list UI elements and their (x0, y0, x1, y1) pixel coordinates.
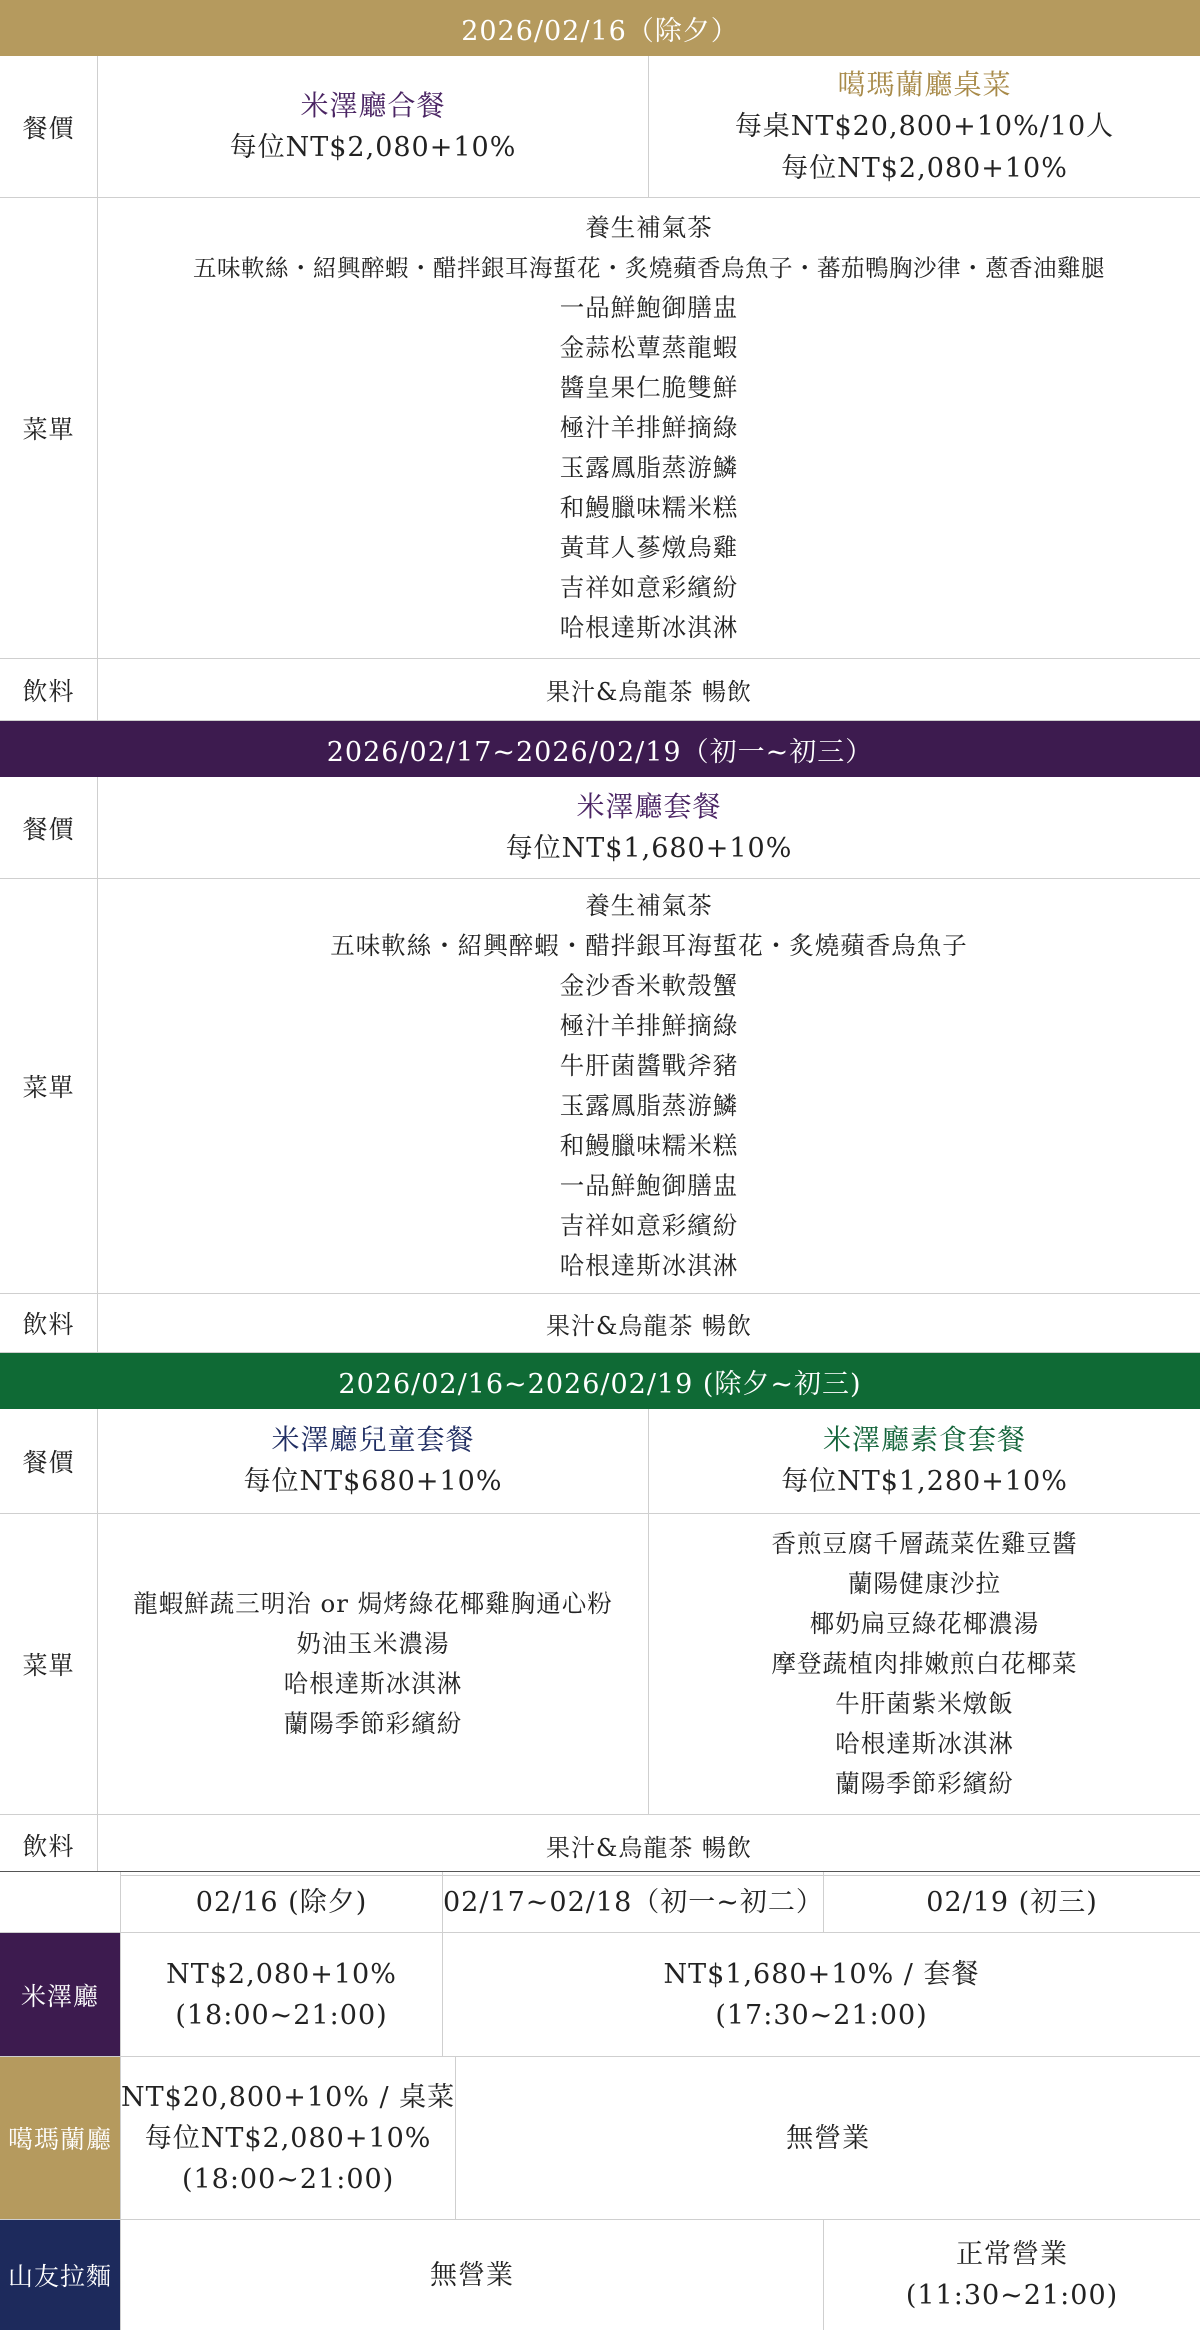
summary-col-0217-0218: 02/17~02/18（初一~初二） (442, 1872, 823, 1932)
summary-hours: (18:00~21:00) (181, 2163, 395, 2195)
summary-status: 正常營業 (956, 2239, 1068, 2270)
menu-item: 蘭陽季節彩繽紛 (835, 1769, 1014, 1798)
option-price: 每位NT$680+10% (243, 1466, 503, 1497)
menu-item: 椰奶扁豆綠花椰濃湯 (809, 1609, 1040, 1638)
menu-item: 哈根達斯冰淇淋 (283, 1669, 463, 1698)
option-title: 米澤廳素食套餐 (822, 1423, 1026, 1456)
price-label: 餐價 (0, 56, 98, 197)
option-price: 每位NT$1,680+10% (505, 832, 793, 864)
summary-status: 無營業 (786, 2122, 871, 2154)
menu-item: 黃茸人蔘燉烏雞 (559, 533, 739, 562)
section3-price-row (0, 1409, 1200, 1514)
summary-header-row (0, 1872, 1200, 1933)
summary-col-0216: 02/16 (除夕) (120, 1872, 442, 1932)
summary-status: 無營業 (430, 2259, 514, 2291)
price-label: 餐價 (0, 777, 98, 878)
section2-menu-row (0, 879, 1200, 1294)
section2-price-row (0, 777, 1200, 879)
option-price: 每桌NT$20,800+10%/10人 (734, 110, 1115, 142)
section3-menu-a (98, 1514, 648, 1814)
summary-cell (120, 2220, 823, 2330)
summary-col-0219: 02/19 (初三) (823, 1872, 1200, 1932)
section2-date: 2026/02/17~2026/02/19（初一~初三） (326, 736, 874, 768)
restaurant-name: 山友拉麵 (0, 2220, 120, 2330)
menu-item: 哈根達斯冰淇淋 (559, 1251, 739, 1280)
drink-value: 果汁&烏龍茶 暢飲 (546, 1311, 752, 1340)
summary-row-mizawa (0, 1933, 1200, 2057)
menu-item: 一品鮮鮑御膳盅 (559, 293, 739, 322)
summary-row-kavalan (0, 2057, 1200, 2220)
menu-item: 金沙香米軟殼蟹 (559, 971, 739, 1000)
menu-item: 蘭陽季節彩繽紛 (283, 1709, 463, 1738)
section3-option-a (98, 1409, 648, 1513)
section1-menu (98, 198, 1200, 658)
summary-price-per-person: 每位NT$2,080+10% (144, 2122, 432, 2154)
summary-cell (455, 2057, 1200, 2219)
drink-label: 飲料 (0, 1294, 98, 1352)
section3-drink-row (0, 1815, 1200, 1876)
menu-item: 和鰻臘味糯米糕 (559, 493, 739, 522)
section1-header (0, 0, 1200, 56)
menu-item: 龍蝦鮮蔬三明治 or 焗烤綠花椰雞胸通心粉 (133, 1589, 613, 1618)
summary-corner (0, 1872, 120, 1932)
section3-header (0, 1353, 1200, 1409)
menu-item: 牛肝菌紫米燉飯 (835, 1689, 1014, 1718)
menu-item: 吉祥如意彩繽紛 (559, 573, 739, 602)
menu-item: 五味軟絲・紹興醉蝦・醋拌銀耳海蜇花・炙燒蘋香烏魚子・蕃茄鴨胸沙律・蔥香油雞腿 (193, 254, 1105, 282)
restaurant-name: 米澤廳 (0, 1933, 120, 2056)
summary-cell (120, 2057, 455, 2219)
menu-item: 香煎豆腐千層蔬菜佐雞豆醬 (771, 1529, 1078, 1558)
menu-item: 蘭陽健康沙拉 (848, 1569, 1001, 1598)
summary-price: NT$1,680+10% / 套餐 (663, 1958, 980, 1990)
drink-label: 飲料 (0, 1815, 98, 1875)
menu-item: 一品鮮鮑御膳盅 (559, 1171, 739, 1200)
menu-item: 奶油玉米濃湯 (296, 1629, 450, 1658)
menu-item: 五味軟絲・紹興醉蝦・醋拌銀耳海蜇花・炙燒蘋香烏魚子 (330, 931, 968, 960)
menu-label: 菜單 (0, 198, 98, 658)
section1-option-a (98, 56, 648, 197)
drink-value: 果汁&烏龍茶 暢飲 (546, 1833, 752, 1862)
price-label: 餐價 (0, 1409, 98, 1513)
section3-menu-b (648, 1514, 1200, 1814)
summary-hours: (11:30~21:00) (905, 2280, 1119, 2311)
summary-cell (823, 2220, 1200, 2330)
section3-date: 2026/02/16~2026/02/19 (除夕~初三) (338, 1368, 862, 1400)
section3-option-b (648, 1409, 1200, 1513)
menu-item: 牛肝菌醬戰斧豬 (559, 1051, 739, 1080)
section2-option (98, 777, 1200, 878)
menu-item: 玉露鳳脂蒸游鱗 (559, 1091, 739, 1120)
menu-item: 養生補氣茶 (585, 213, 713, 242)
menu-item: 吉祥如意彩繽紛 (559, 1211, 739, 1240)
menu-item: 和鰻臘味糯米糕 (559, 1131, 739, 1160)
section1-option-b (648, 56, 1200, 197)
menu-item: 養生補氣茶 (585, 891, 713, 920)
option-title: 米澤廳套餐 (576, 789, 722, 823)
option-price: 每位NT$1,280+10% (781, 1466, 1068, 1497)
section2-header (0, 721, 1200, 777)
section1-drink-row (0, 659, 1200, 721)
section1-date: 2026/02/16（除夕） (461, 15, 739, 47)
menu-item: 醬皇果仁脆雙鮮 (559, 373, 739, 402)
section2-menu (98, 879, 1200, 1293)
section3-menu-row (0, 1514, 1200, 1815)
option-title: 噶瑪蘭廳桌菜 (837, 67, 1012, 101)
menu-item: 哈根達斯冰淇淋 (559, 613, 739, 642)
drink-label: 飲料 (0, 659, 98, 720)
menu-item: 極汁羊排鮮摘綠 (559, 413, 739, 442)
summary-table (0, 1871, 1200, 2330)
summary-row-ramen (0, 2220, 1200, 2330)
menu-label: 菜單 (0, 879, 98, 1293)
drink-value: 果汁&烏龍茶 暢飲 (546, 678, 752, 706)
summary-price: NT$2,080+10% (166, 1958, 397, 1990)
section1-price-row (0, 56, 1200, 198)
summary-hours: (17:30~21:00) (715, 1999, 928, 2031)
option-title: 米澤廳兒童套餐 (271, 1423, 475, 1456)
restaurant-name: 噶瑪蘭廳 (0, 2057, 120, 2219)
menu-item: 玉露鳳脂蒸游鱗 (559, 453, 739, 482)
summary-price: NT$20,800+10% / 桌菜 (121, 2081, 456, 2113)
option-price-per-person: 每位NT$2,080+10% (781, 152, 1068, 184)
summary-hours: (18:00~21:00) (175, 1999, 388, 2031)
option-title: 米澤廳合餐 (300, 88, 446, 122)
section2-drink-row (0, 1294, 1200, 1353)
menu-item: 極汁羊排鮮摘綠 (559, 1011, 739, 1040)
summary-cell (442, 1933, 1200, 2056)
menu-item: 摩登蔬植肉排嫩煎白花椰菜 (771, 1649, 1078, 1678)
section1-menu-row (0, 198, 1200, 659)
menu-item: 哈根達斯冰淇淋 (835, 1729, 1014, 1758)
menu-item: 金蒜松蕈蒸龍蝦 (559, 333, 739, 362)
menu-label: 菜單 (0, 1514, 98, 1814)
summary-cell (120, 1933, 442, 2056)
option-price: 每位NT$2,080+10% (229, 131, 517, 163)
